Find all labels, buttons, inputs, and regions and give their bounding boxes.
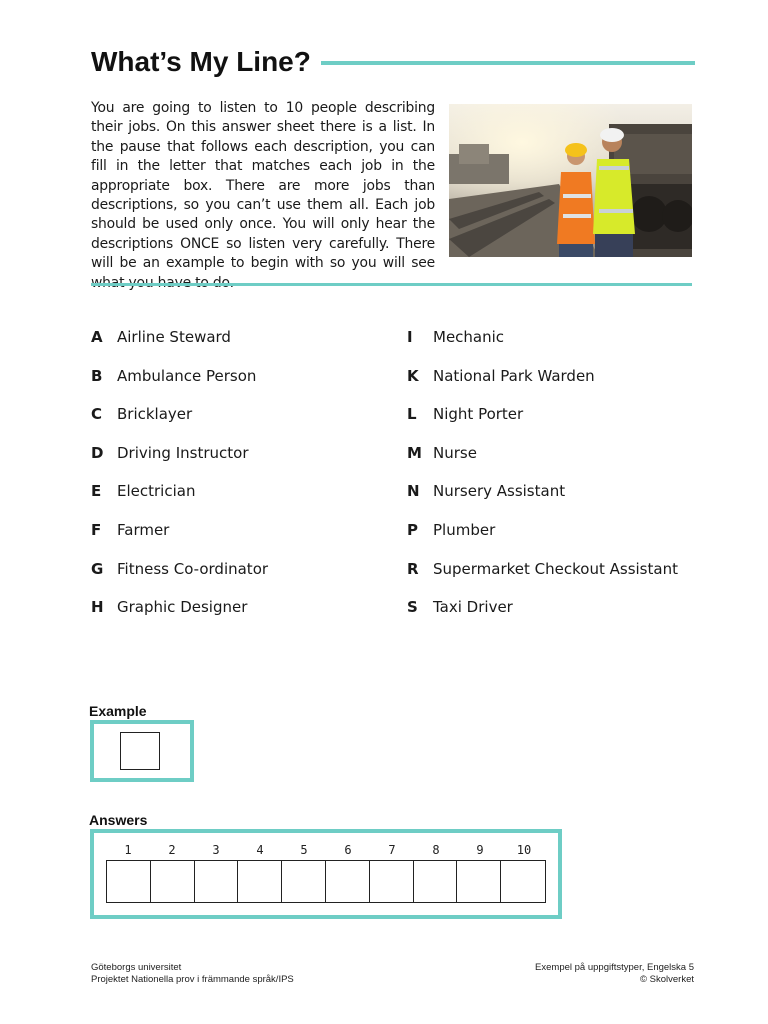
job-item (91, 444, 391, 483)
job-name: Night Porter (433, 405, 524, 424)
answer-box-10[interactable] (501, 861, 545, 902)
answer-number: 9 (476, 843, 484, 857)
job-item (407, 482, 707, 521)
job-letter: K (407, 366, 419, 385)
job-item (407, 405, 707, 444)
answer-box-5[interactable] (282, 861, 326, 902)
job-list-right (407, 328, 707, 637)
answer-number: 8 (432, 843, 440, 857)
intro-text: You are going to listen to 10 people describing their jobs. On this answer sheet there is a list. In the pause that follows each description, you can fill in the letter that matches each job in the appropriate box. There are more jobs than descriptions, so you can’t use them all. Each job should be used only once. You will only hear the descriptions ONCE so listen very carefully. There will be an example to begin with so you will see (91, 100, 435, 272)
workers-photo-illustration (449, 104, 692, 257)
answer-number: 2 (168, 843, 176, 857)
answer-number: 10 (516, 843, 532, 857)
job-letter: L (407, 405, 417, 424)
job-name: National Park Warden (433, 366, 595, 385)
job-name: Mechanic (433, 328, 505, 346)
job-letter: N (407, 482, 420, 501)
job-item (407, 521, 707, 560)
answer-box-6[interactable] (326, 861, 370, 902)
answer-box-8[interactable] (414, 861, 458, 902)
title-row (91, 44, 695, 80)
job-letter: B (91, 366, 103, 385)
job-letter: E (91, 482, 102, 501)
answer-box-2[interactable] (151, 861, 195, 902)
job-item (407, 367, 707, 406)
job-name: Nursery Assistant (433, 482, 566, 501)
job-name: Bricklayer (117, 405, 193, 424)
page-title: What’s My Line? (91, 46, 311, 77)
job-item (91, 367, 391, 406)
answer-number: 3 (212, 843, 220, 857)
job-letter: I (407, 328, 413, 346)
job-letter: P (407, 520, 418, 539)
job-item (91, 328, 391, 367)
workers-photo (449, 104, 692, 257)
answer-box-9[interactable] (457, 861, 501, 902)
job-item (91, 405, 391, 444)
answer-box-1[interactable] (107, 861, 151, 902)
job-letter: S (407, 598, 418, 617)
answer-number: 7 (388, 843, 396, 857)
job-item (91, 560, 391, 599)
title-rule (321, 61, 695, 65)
job-letter: C (91, 405, 103, 424)
job-name: Taxi Driver (433, 598, 513, 617)
section-divider (91, 283, 692, 286)
footer-project: Projektet Nationella prov i främmande språk/IPS (91, 974, 294, 985)
job-item (407, 328, 707, 367)
job-name: Driving Instructor (117, 443, 249, 462)
job-name: Ambulance Person (117, 366, 257, 385)
job-item (407, 598, 707, 637)
answer-box-7[interactable] (370, 861, 414, 902)
job-name: Farmer (117, 520, 170, 539)
job-letter: H (91, 598, 104, 617)
answers-frame (90, 829, 562, 919)
answer-numbers (106, 843, 546, 857)
footer-doc-type: Exempel på uppgiftstyper, Engelska 5 (535, 962, 694, 973)
footer-institution: Göteborgs universitet (91, 962, 182, 973)
job-item (91, 482, 391, 521)
answer-number: 6 (344, 843, 352, 857)
answer-box-3[interactable] (195, 861, 239, 902)
job-letter: A (91, 328, 103, 346)
footer-right (535, 962, 694, 986)
job-letter: M (407, 443, 422, 462)
footer-left (91, 962, 294, 986)
answer-number: 4 (256, 843, 264, 857)
job-item (407, 444, 707, 483)
job-letter: F (91, 520, 102, 539)
job-name: Fitness Co-ordinator (117, 559, 269, 578)
answer-boxes (106, 860, 546, 903)
job-item (407, 560, 707, 599)
answer-number: 5 (300, 843, 308, 857)
answers-label: Answers (89, 812, 148, 828)
footer-copyright: © Skolverket (640, 974, 694, 985)
answer-number: 1 (124, 843, 132, 857)
example-frame (90, 720, 194, 782)
example-answer-box[interactable] (120, 732, 160, 770)
job-list-left (91, 328, 391, 637)
answer-box-4[interactable] (238, 861, 282, 902)
job-letter: D (91, 443, 104, 462)
example-label: Example (89, 703, 147, 719)
job-item (91, 598, 391, 637)
job-item (91, 521, 391, 560)
job-name: Electrician (117, 482, 196, 501)
job-letter: G (91, 559, 104, 578)
job-name: Graphic Designer (117, 598, 248, 617)
job-letter: R (407, 559, 419, 578)
job-name: Airline Steward (117, 328, 231, 346)
job-name: Nurse (433, 443, 477, 462)
job-name: Plumber (433, 520, 496, 539)
job-name: Supermarket Checkout Assistant (433, 559, 678, 578)
